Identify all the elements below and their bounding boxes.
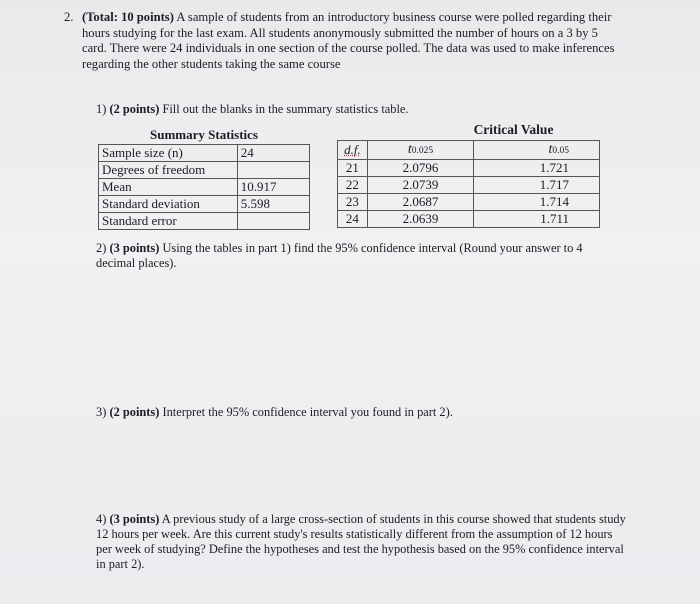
part-1 — [96, 102, 616, 117]
part-number: 1) — [96, 102, 107, 116]
df-cell: 21 — [338, 160, 368, 177]
t05-cell: 1.711 — [474, 211, 600, 228]
summary-table-title: Summary Statistics — [99, 126, 310, 145]
part-points: (2 points) — [109, 405, 160, 419]
part-text: A previous study of a large cross-section of students in this course showed that students study 12 hours per week. Are this current study's results statistically different from the assumption of 12 hours per week of studying? Define the hypotheses and test the hypothesis based on the 95% confidence interval in part 2). — [96, 512, 626, 571]
t-subscript: 0.05 — [552, 146, 569, 156]
t05-cell: 1.714 — [474, 194, 600, 211]
summary-label: Mean — [99, 179, 238, 196]
df-header — [338, 141, 368, 160]
table-row — [338, 194, 600, 211]
part-text: Using the tables in part 1) find the 95% confidence interval (Round your answer to 4 decimal places). — [96, 241, 583, 270]
summary-label: Sample size (n) — [99, 145, 238, 162]
t025-cell: 2.0796 — [367, 160, 473, 177]
critical-table-title-text: Critical Value — [473, 122, 554, 137]
t025-header — [367, 141, 473, 160]
t-symbol: t — [407, 142, 412, 157]
df-header-text: d.f. — [344, 142, 361, 157]
summary-statistics-table — [98, 126, 310, 230]
critical-value-table — [337, 120, 600, 228]
part-points: (3 points) — [109, 512, 160, 526]
summary-value: 5.598 — [237, 196, 309, 213]
summary-label: Standard error — [99, 213, 238, 230]
critical-table-title — [338, 120, 600, 141]
table-row — [338, 211, 600, 228]
t05-cell: 1.721 — [474, 160, 600, 177]
summary-label: Degrees of freedom — [99, 162, 238, 179]
question-intro: A sample of students from an introductory business course were polled regarding their hours studying for the last exam. All students anonymously submitted the number of hours on a 3 by 5 card. There were 24 individuals in one section of the course polled. The data was used to make inferences regarding the other students taking the same course — [82, 10, 615, 71]
t05-cell: 1.717 — [474, 177, 600, 194]
part-number: 3) — [96, 405, 107, 419]
t025-cell: 2.0739 — [367, 177, 473, 194]
question-number: 2. — [64, 10, 74, 24]
summary-value: 24 — [237, 145, 309, 162]
table-row — [99, 145, 310, 162]
part-number: 2) — [96, 241, 107, 255]
question-total-points: (Total: 10 points) — [82, 10, 174, 24]
part-text: Fill out the blanks in the summary statistics table. — [162, 102, 409, 116]
t-subscript: 0.025 — [411, 146, 434, 156]
table-row — [99, 162, 310, 179]
question-header — [64, 10, 622, 72]
table-row — [99, 196, 310, 213]
part-points: (2 points) — [109, 102, 160, 116]
table-row — [338, 160, 600, 177]
df-cell: 24 — [338, 211, 368, 228]
summary-value-blank — [237, 213, 309, 230]
part-4 — [96, 512, 628, 572]
table-row — [99, 213, 310, 230]
t05-header — [474, 141, 600, 160]
part-2 — [96, 241, 616, 271]
summary-value-blank — [237, 162, 309, 179]
df-cell: 22 — [338, 177, 368, 194]
table-row — [99, 179, 310, 196]
part-text: Interpret the 95% confidence interval you found in part 2). — [162, 405, 453, 419]
t025-cell: 2.0687 — [367, 194, 473, 211]
part-3 — [96, 405, 616, 420]
part-points: (3 points) — [109, 241, 160, 255]
part-number: 4) — [96, 512, 107, 526]
df-cell: 23 — [338, 194, 368, 211]
t-symbol: t — [548, 142, 553, 157]
t025-cell: 2.0639 — [367, 211, 473, 228]
summary-label: Standard deviation — [99, 196, 238, 213]
summary-value: 10.917 — [237, 179, 309, 196]
table-row — [338, 177, 600, 194]
table-header-row — [338, 141, 600, 160]
